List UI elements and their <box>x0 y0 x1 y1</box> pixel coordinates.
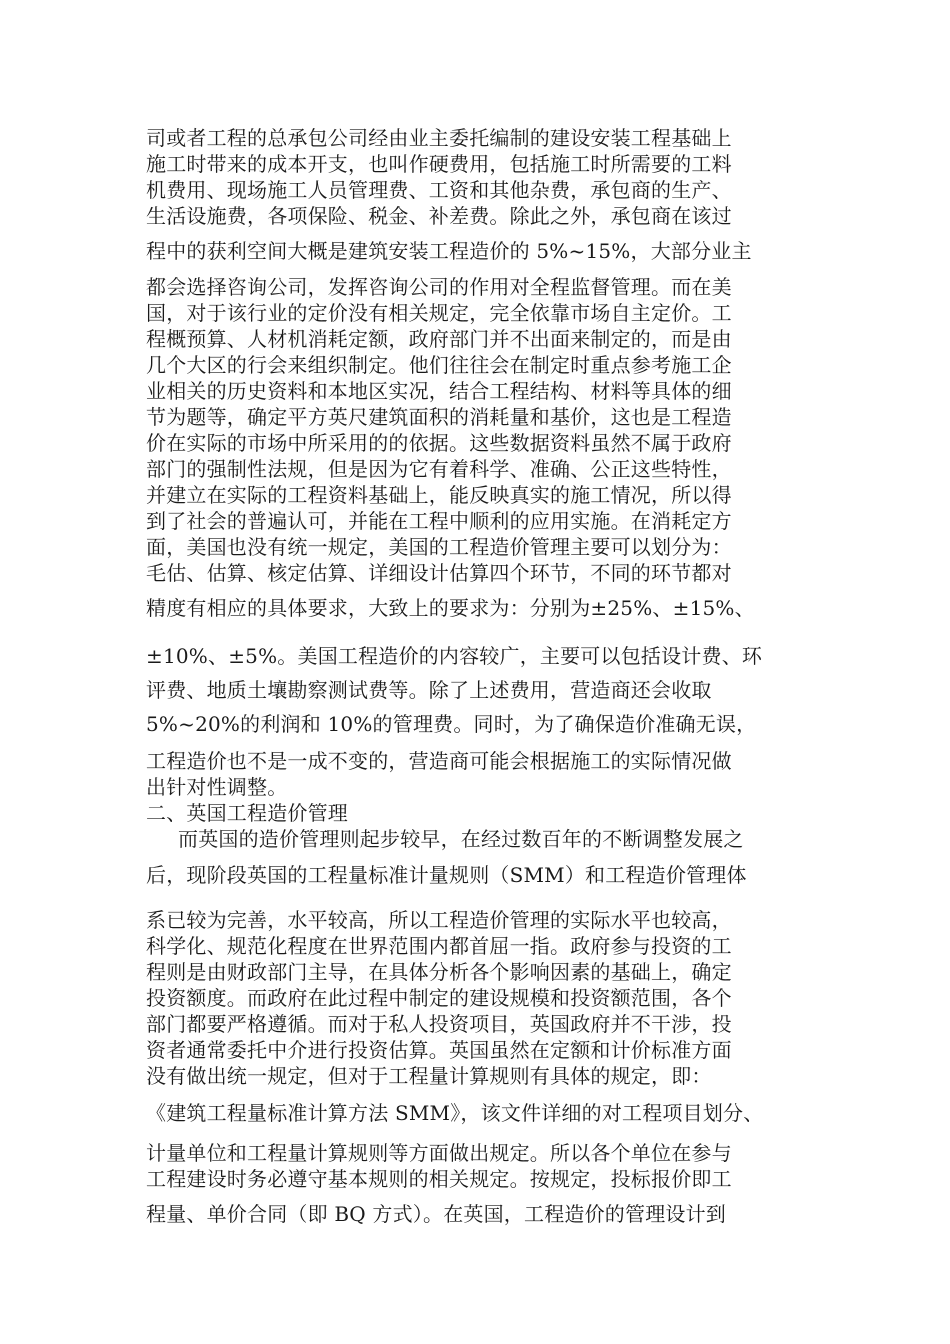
text-line: 机费用、现场施工人员管理费、工资和其他杂费，承包商的生产、 <box>146 178 732 202</box>
text-line: 系已较为完善，水平较高，所以工程造价管理的实际水平也较高， <box>146 908 732 932</box>
text-line: 5%~20%的利润和 10%的管理费。同时，为了确保造价准确无误， <box>146 712 757 736</box>
text-line: 几个大区的行会来组织制定。他们往往会在制定时重点参考施工企 <box>146 353 732 377</box>
text-line: 程中的获利空间大概是建筑安装工程造价的 5%~15%，大部分业主 <box>146 239 752 263</box>
text-line: 评费、地质土壤勘察测试费等。除了上述费用，营造商还会收取 <box>146 678 712 702</box>
text-line: 面，美国也没有统一规定，美国的工程造价管理主要可以划分为： <box>146 535 732 559</box>
text-line: 价在实际的市场中所采用的的依据。这些数据资料虽然不属于政府 <box>146 431 732 455</box>
section-heading: 二、英国工程造价管理 <box>146 801 348 825</box>
text-line: 司或者工程的总承包公司经由业主委托编制的建设安装工程基础上 <box>146 126 732 150</box>
text-line: 节为题等，确定平方英尺建筑面积的消耗量和基价，这也是工程造 <box>146 405 732 429</box>
text-line: 并建立在实际的工程资料基础上，能反映真实的施工情况，所以得 <box>146 483 732 507</box>
text-line: 部门的强制性法规，但是因为它有着科学、准确、公正这些特性， <box>146 457 732 481</box>
text-line: 没有做出统一规定，但对于工程量计算规则有具体的规定，即： <box>146 1064 712 1088</box>
text-line: 生活设施费，各项保险、税金、补差费。除此之外，承包商在该过 <box>146 204 732 228</box>
text-line: 计量单位和工程量计算规则等方面做出规定。所以各个单位在参与 <box>146 1141 732 1165</box>
text-line: 业相关的历史资料和本地区实况，结合工程结构、材料等具体的细 <box>146 379 732 403</box>
text-line: 工程造价也不是一成不变的，营造商可能会根据施工的实际情况做 <box>146 749 732 773</box>
text-line: 工程建设时务必遵守基本规则的相关规定。按规定，投标报价即工 <box>146 1167 732 1191</box>
text-line: 精度有相应的具体要求，大致上的要求为：分别为±25%、±15%、 <box>146 596 755 620</box>
text-line: 部门都要严格遵循。而对于私人投资项目，英国政府并不干涉，投 <box>146 1012 732 1036</box>
text-line: 程概预算、人材机消耗定额，政府部门并不出面来制定的，而是由 <box>146 327 732 351</box>
text-line: 而英国的造价管理则起步较早，在经过数百年的不断调整发展之 <box>178 827 744 851</box>
text-line: 资者通常委托中介进行投资估算。英国虽然在定额和计价标准方面 <box>146 1038 732 1062</box>
text-line: 都会选择咨询公司，发挥咨询公司的作用对全程监督管理。而在美 <box>146 275 732 299</box>
text-line: 国，对于该行业的定价没有相关规定，完全依靠市场自主定价。工 <box>146 301 732 325</box>
text-line: 科学化、规范化程度在世界范围内都首屈一指。政府参与投资的工 <box>146 934 732 958</box>
text-line: 施工时带来的成本开支，也叫作硬费用，包括施工时所需要的工料 <box>146 152 732 176</box>
text-line: 投资额度。而政府在此过程中制定的建设规模和投资额范围，各个 <box>146 986 732 1010</box>
text-line: ±10%、±5%。美国工程造价的内容较广，主要可以包括设计费、环 <box>146 644 763 668</box>
text-line: 程则是由财政部门主导，在具体分析各个影响因素的基础上，确定 <box>146 960 732 984</box>
text-line: 毛估、估算、核定估算、详细设计估算四个环节，不同的环节都对 <box>146 561 732 585</box>
text-line: 《建筑工程量标准计算方法 SMM》，该文件详细的对工程项目划分、 <box>146 1101 764 1125</box>
text-line: 程量、单价合同（即 BQ 方式）。在英国，工程造价的管理设计到 <box>146 1202 727 1226</box>
text-line: 出针对性调整。 <box>146 775 288 799</box>
text-line: 后，现阶段英国的工程量标准计量规则（SMM）和工程造价管理体 <box>146 863 747 887</box>
text-line: 到了社会的普遍认可，并能在工程中顺利的应用实施。在消耗定方 <box>146 509 732 533</box>
